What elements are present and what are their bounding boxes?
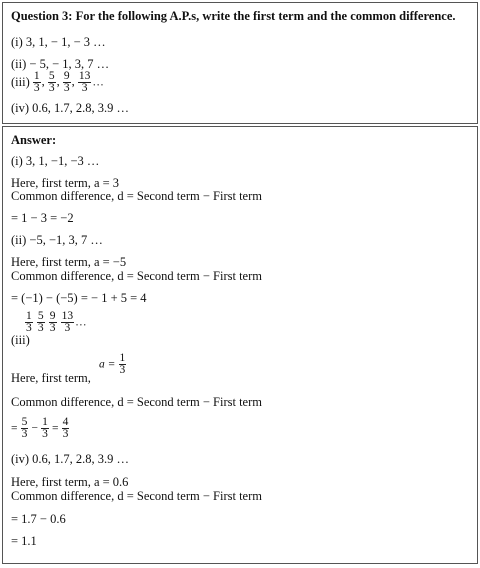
fraction: $\frac{4}{3}$ <box>62 416 69 440</box>
fraction: $\frac{5}{3}$ <box>37 310 44 334</box>
question-item-iv: (iv) 0.6, 1.7, 2.8, 3.9 … <box>11 101 130 115</box>
fraction: $\frac{1}{3}$ <box>119 352 126 376</box>
answer-part-iv-calc-2: = 1.1 <box>11 534 37 548</box>
question-item-i: (i) 3, 1, − 1, − 3 … <box>11 35 106 49</box>
answer-part-iii-first-term: Here, first term, <box>11 371 91 385</box>
fraction: $\frac{1}{3}$ <box>42 416 48 440</box>
answer-part-iii-a-value: a = $\frac{1}{3}$ <box>99 352 126 376</box>
fraction: $\frac{13}{3}$ <box>61 310 74 334</box>
answer-part-iii-difference: Common difference, d = Second term − First term <box>11 395 262 409</box>
fraction: $\frac{5}{3}$ <box>48 70 55 94</box>
answer-part-i-label: (i) 3, 1, −1, −3 … <box>11 154 100 168</box>
answer-part-iv-difference: Common difference, d = Second term − First term <box>11 489 262 503</box>
answer-part-ii-label: (ii) −5, −1, 3, 7 … <box>11 233 103 247</box>
fraction: $\frac{1}{3}$ <box>33 70 40 94</box>
answer-part-ii-difference: Common difference, d = Second term − First term <box>11 269 262 283</box>
answer-iii-fraction-sequence: $\frac{1}{3}$ $\frac{5}{3}$ $\frac{9}{3}$ $\frac{13}{3}$ … <box>26 310 87 334</box>
answer-part-iii-roman: (iii) <box>11 333 30 347</box>
question-item-ii: (ii) − 5, − 1, 3, 7 … <box>11 57 110 71</box>
fraction: $\frac{1}{3}$ <box>26 310 32 334</box>
question-box <box>2 2 478 124</box>
answer-part-i-first-term: Here, first term, a = 3 <box>11 176 120 190</box>
answer-part-i-difference: Common difference, d = Second term − First term <box>11 189 262 203</box>
fraction: $\frac{9}{3}$ <box>49 310 56 334</box>
question-item-iii <box>11 71 104 94</box>
answer-part-iii-calc: = $\frac{5}{3}$ − $\frac{1}{3}$ = $\frac{4}{3}$ <box>11 416 69 440</box>
answer-box <box>2 126 478 564</box>
fraction: $\frac{9}{3}$ <box>63 70 70 94</box>
question-title: Question 3: For the following A.P.s, write the first term and the common difference. <box>11 9 456 23</box>
question-iii-fraction-sequence: $\frac{1}{3}$ , $\frac{5}{3}$ , $\frac{9}{3}$ , $\frac{13}{3}$ … <box>33 70 104 94</box>
answer-part-iv-calc-1: = 1.7 − 0.6 <box>11 512 66 526</box>
answer-part-ii-first-term: Here, first term, a = −5 <box>11 255 127 269</box>
answer-part-ii-calc: = (−1) − (−5) = − 1 + 5 = 4 <box>11 291 147 305</box>
fraction: $\frac{5}{3}$ <box>21 416 28 440</box>
answer-part-iii-label <box>11 311 87 334</box>
answer-part-i-calc: = 1 − 3 = −2 <box>11 211 74 225</box>
question-item-iii-label: (iii) <box>11 75 30 89</box>
answer-part-iv-first-term: Here, first term, a = 0.6 <box>11 475 129 489</box>
answer-heading: Answer: <box>11 133 57 147</box>
answer-part-iv-label: (iv) 0.6, 1.7, 2.8, 3.9 … <box>11 452 130 466</box>
fraction: $\frac{13}{3}$ <box>78 70 91 94</box>
